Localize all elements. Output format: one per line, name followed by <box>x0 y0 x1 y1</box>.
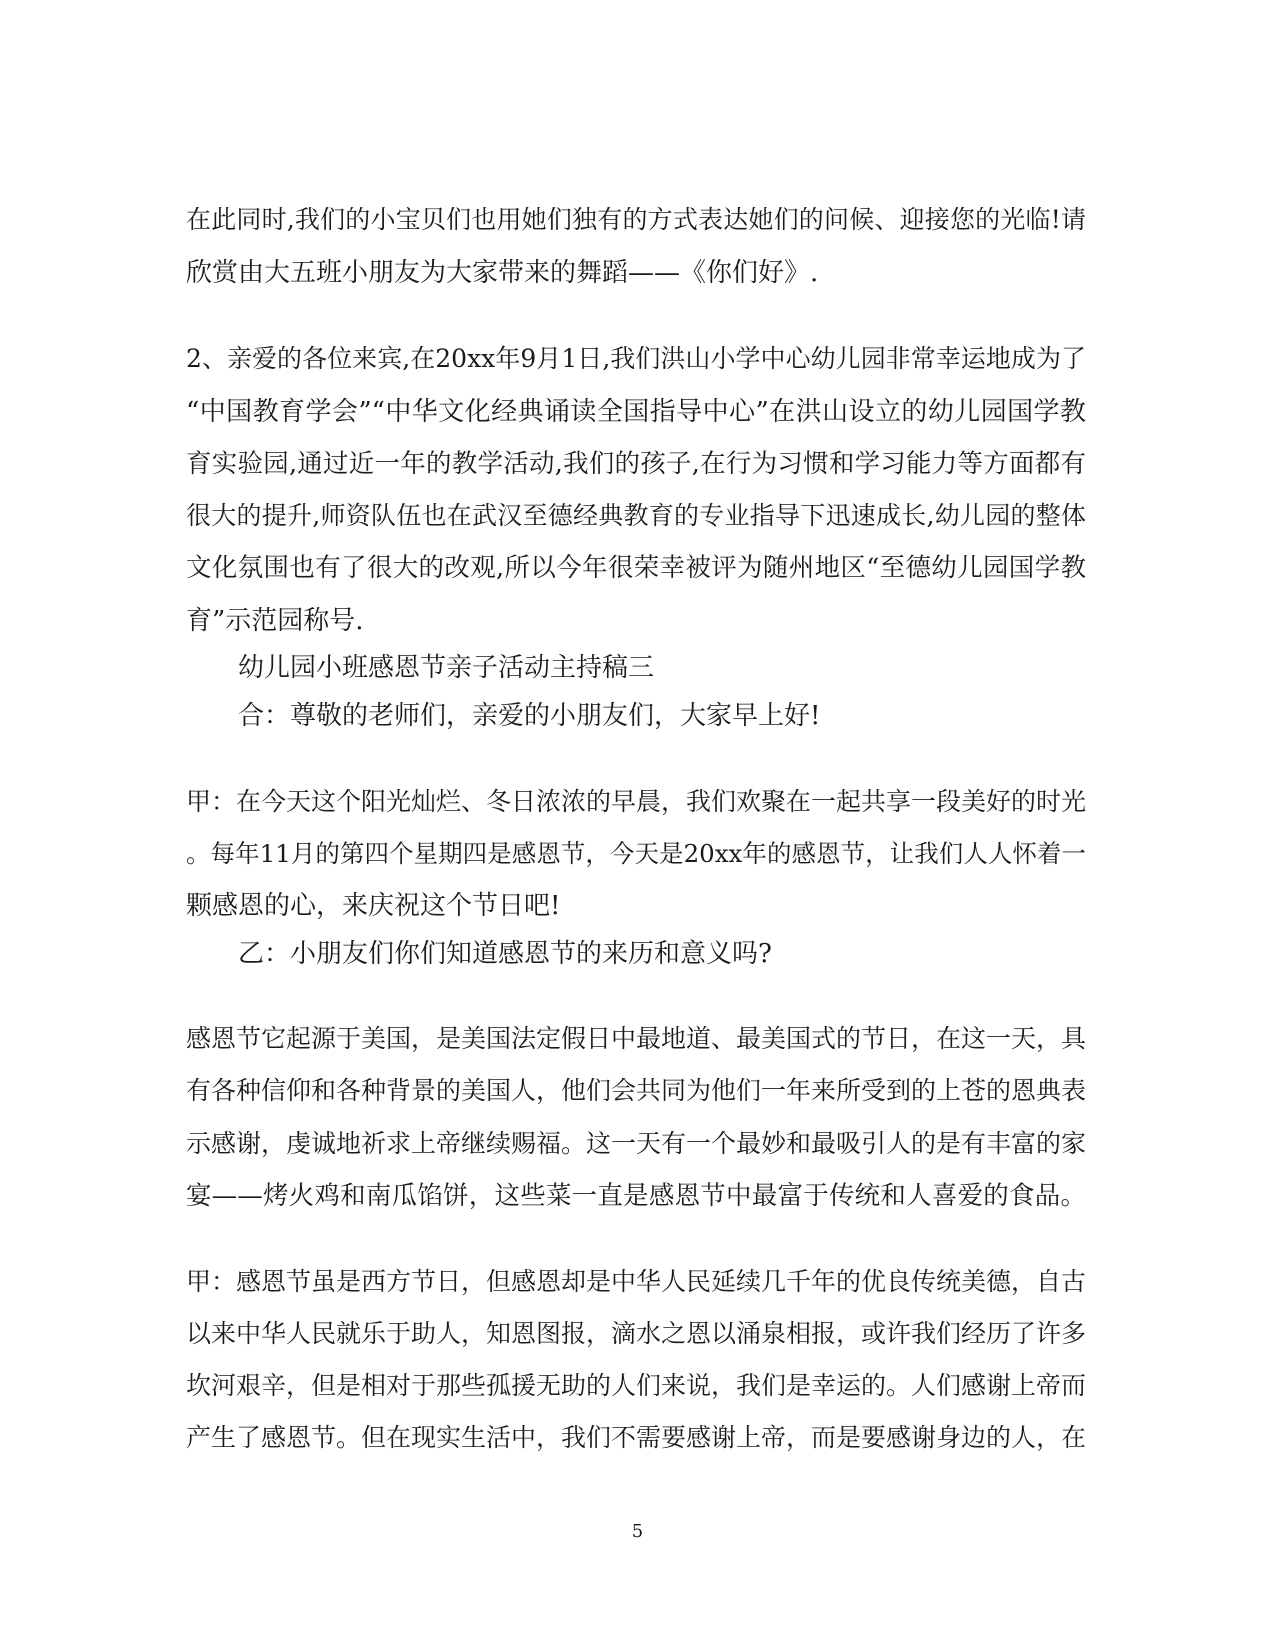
text-line: 产生了感恩节。但在现实生活中，我们不需要感谢上帝，而是要感谢身边的人，在 <box>186 1423 1087 1452</box>
text-line: 宴——烤火鸡和南瓜馅饼，这些菜一直是感恩节中最富于传统和人喜爱的食品。 <box>186 1181 1086 1211</box>
text-line: 2、亲爱的各位来宾,在20xx年9月1日,我们洪山小学中心幼儿园非常幸运地成为了 <box>186 344 1086 373</box>
text-line: 。每年11月的第四个星期四是感恩节，今天是20xx年的感恩节，让我们人人怀着一 <box>186 839 1086 868</box>
text-line: 乙：小朋友们你们知道感恩节的来历和意义吗? <box>238 939 772 969</box>
text-line: 合：尊敬的老师们，亲爱的小朋友们，大家早上好! <box>238 701 821 731</box>
text-line: “中国教育学会”“中华文化经典诵读全国指导中心”在洪山设立的幼儿园国学教 <box>186 397 1086 427</box>
text-line: 很大的提升,师资队伍也在武汉至德经典教育的专业指导下迅速成长,幼儿园的整体 <box>186 501 1086 530</box>
text-line: 坎河艰辛，但是相对于那些孤援无助的人们来说，我们是幸运的。人们感谢上帝而 <box>186 1371 1087 1400</box>
text-line: 甲：感恩节虽是西方节日，但感恩却是中华人民延续几千年的优良传统美德，自古 <box>186 1267 1087 1296</box>
page-number: 5 <box>631 1521 644 1542</box>
section-heading: 幼儿园小班感恩节亲子活动主持稿三 <box>238 653 655 683</box>
text-line: 甲：在今天这个阳光灿烂、冬日浓浓的早晨，我们欢聚在一起共享一段美好的时光 <box>186 787 1087 816</box>
text-line: 文化氛围也有了很大的改观,所以今年很荣幸被评为随州地区“至德幼儿园国学教 <box>186 553 1086 583</box>
text-line: 育实验园,通过近一年的教学活动,我们的孩子,在行为习惯和学习能力等方面都有 <box>186 449 1086 479</box>
text-line: 感恩节它起源于美国，是美国法定假日中最地道、最美国式的节日，在这一天，具 <box>186 1024 1087 1053</box>
text-line: 有各种信仰和各种背景的美国人，他们会共同为他们一年来所受到的上苍的恩典表 <box>186 1076 1087 1105</box>
text-line: 以来中华人民就乐于助人，知恩图报，滴水之恩以涌泉相报，或许我们经历了许多 <box>186 1319 1087 1348</box>
text-line: 示感谢，虔诚地祈求上帝继续赐福。这一天有一个最妙和最吸引人的是有丰富的家 <box>186 1129 1087 1158</box>
text-line: 在此同时,我们的小宝贝们也用她们独有的方式表达她们的问候、迎接您的光临!请 <box>186 205 1086 234</box>
text-line: 育”示范园称号. <box>186 606 364 636</box>
text-line: 欣赏由大五班小朋友为大家带来的舞蹈——《你们好》. <box>186 258 819 288</box>
text-line: 颗感恩的心，来庆祝这个节日吧! <box>186 891 561 921</box>
